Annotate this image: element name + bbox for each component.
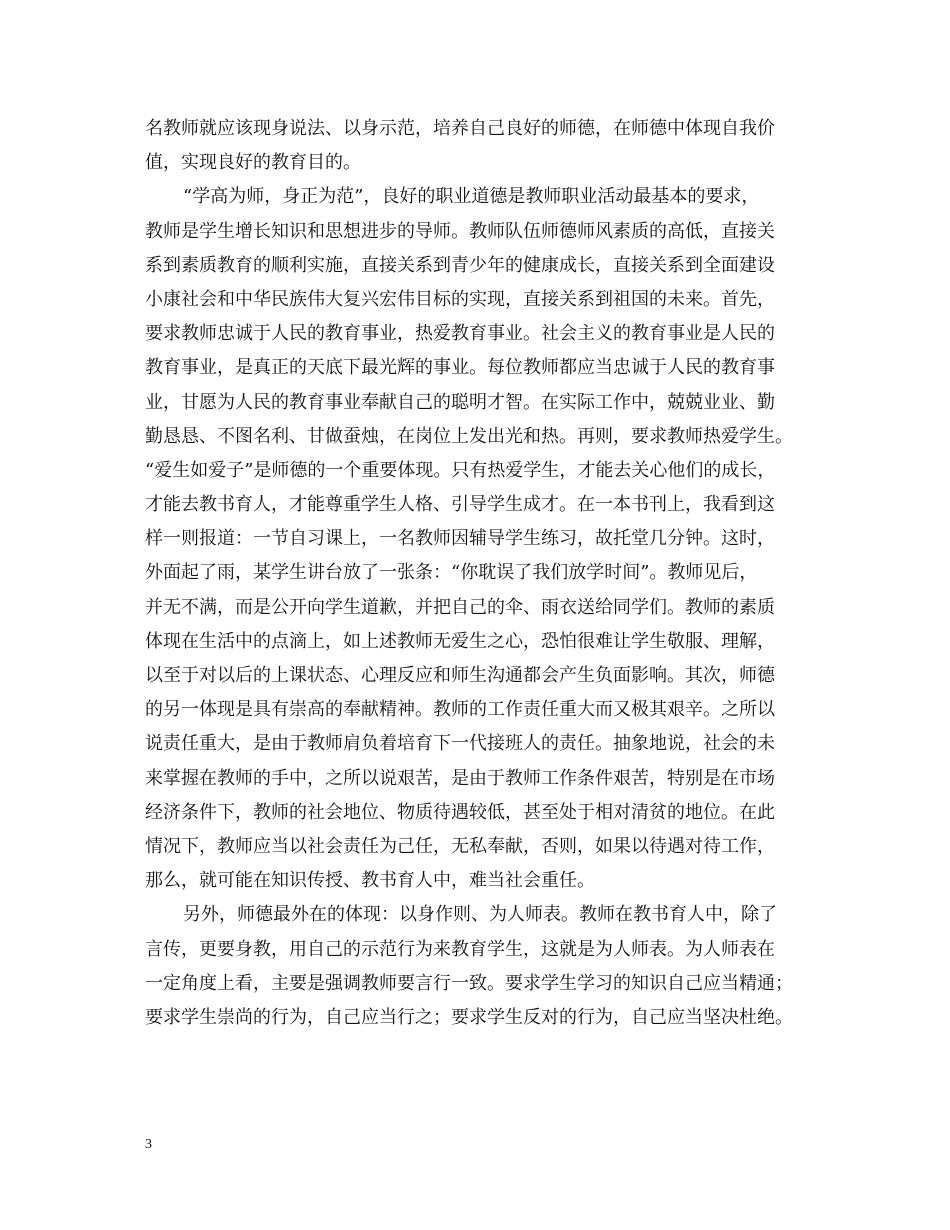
- text-line: 要求教师忠诚于人民的教育事业，热爱教育事业。社会主义的教育事业是人民的: [145, 323, 775, 345]
- text-line: 业，甘愿为人民的教育事业奉献自己的聪明才智。在实际工作中，兢兢业业、勤: [145, 391, 775, 413]
- text-line: 教师是学生增长知识和思想进步的导师。教师队伍师德师风素质的高低，直接关: [145, 220, 775, 242]
- text-line: 一定角度上看，主要是强调教师要言行一致。要求学生学习的知识自己应当精通；: [145, 972, 793, 994]
- text-line: 系到素质教育的顺利实施，直接关系到青少年的健康成长，直接关系到全面建设: [145, 254, 775, 276]
- text-line: 体现在生活中的点滴上，如上述教师无爱生之心，恐怕很难让学生敬服、理解，: [145, 630, 775, 652]
- text-line: 那么，就可能在知识传授、教书育人中，难当社会重任。: [145, 870, 595, 892]
- text-line: “爱生如爱子”是师德的一个重要体现。只有热爱学生，才能去关心他们的成长，: [145, 459, 776, 481]
- text-line: 来掌握在教师的手中，之所以说艰苦，是由于教师工作条件艰苦，特别是在市场: [145, 767, 775, 789]
- text-line: 说责任重大，是由于教师肩负着培育下一代接班人的责任。抽象地说，社会的未: [145, 733, 775, 755]
- text-line: 样一则报道：一节自习课上，一名教师因辅导学生练习，故托堂几分钟。这时，: [145, 528, 775, 550]
- text-line: 的另一体现是具有崇高的奉献精神。教师的工作责任重大而又极其艰辛。之所以: [145, 699, 775, 721]
- body-text: [145, 112, 825, 1035]
- text-line: 以至于对以后的上课状态、心理反应和师生沟通都会产生负面影响。其次，师德: [145, 665, 775, 686]
- text-line: 值，实现良好的教育目的。: [145, 152, 361, 174]
- text-line: 外面起了雨，某学生讲台放了一张条：“你耽误了我们放学时间”。教师见后，: [145, 562, 758, 584]
- paragraph-first-line: 另外，师德最外在的体现：以身作则、为人师表。教师在教书育人中，除了: [183, 904, 777, 926]
- text-line: 经济条件下，教师的社会地位、物质待遇较低，甚至处于相对清贫的地位。在此: [145, 801, 775, 823]
- text-line: 并无不满，而是公开向学生道歉，并把自己的伞、雨衣送给同学们。教师的素质: [145, 596, 775, 618]
- text-line: 才能去教书育人，才能尊重学生人格、引导学生成才。在一本书刊上，我看到这: [145, 494, 775, 516]
- text-line: 名教师就应该现身说法、以身示范，培养自己良好的师德，在师德中体现自我价: [145, 118, 775, 139]
- text-line: 言传，更要身教，用自己的示范行为来教育学生，这就是为人师表。为人师表在: [145, 938, 775, 960]
- page-number: 3: [145, 1137, 152, 1152]
- text-line: 勤恳恳、不图名利、甘做蚕烛，在岗位上发出光和热。再则，要求教师热爱学生。: [145, 425, 793, 447]
- text-line: 小康社会和中华民族伟大复兴宏伟目标的实现，直接关系到祖国的未来。首先，: [145, 288, 775, 310]
- text-line: 要求学生崇尚的行为，自己应当行之；要求学生反对的行为，自己应当坚决杜绝。: [145, 1006, 793, 1028]
- text-line: 教育事业，是真正的天底下最光辉的事业。每位教师都应当忠诚于人民的教育事: [145, 357, 775, 379]
- paragraph-first-line: “学高为师，身正为范”，良好的职业道德是教师职业活动最基本的要求，: [183, 186, 760, 208]
- text-line: 情况下，教师应当以社会责任为己任，无私奉献，否则，如果以待遇对待工作，: [145, 835, 775, 857]
